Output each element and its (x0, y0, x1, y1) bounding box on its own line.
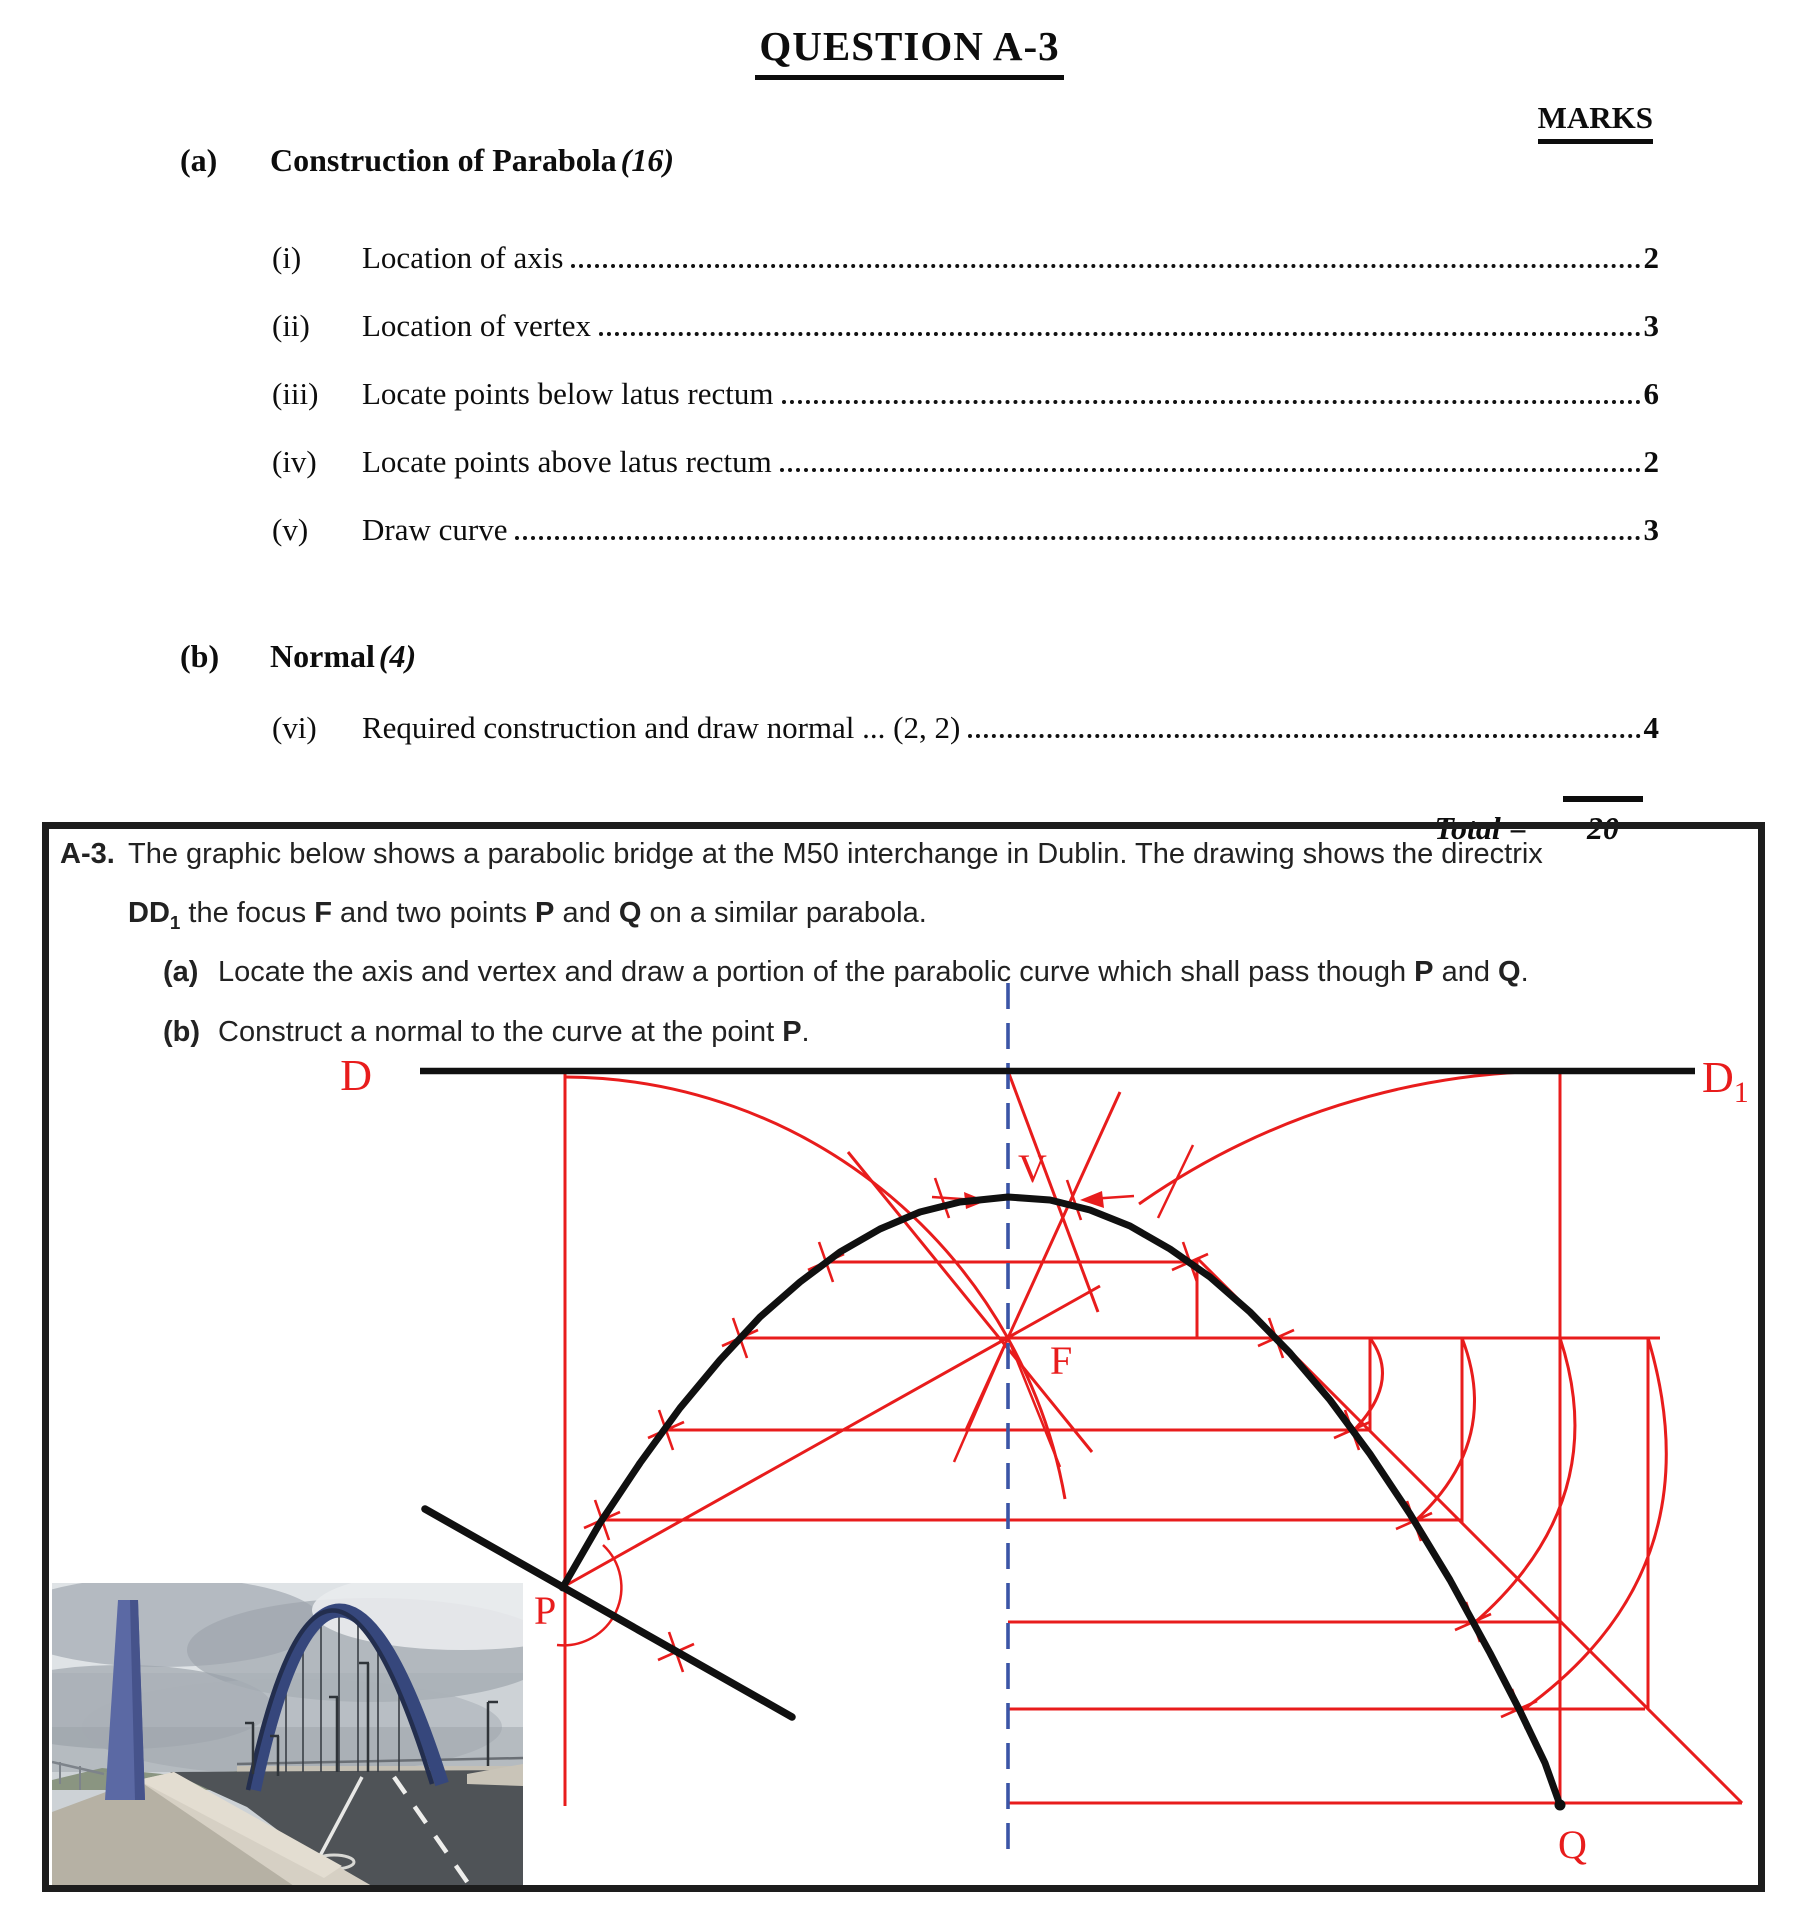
dot-leader (599, 331, 1641, 336)
bridge-photo (42, 1570, 612, 1886)
question-item-b-label: (b) (163, 1016, 201, 1048)
parabola-curve (563, 1197, 1560, 1805)
question-item-b: Construct a normal to the curve at the point P. (218, 1016, 810, 1048)
dot-leader (782, 399, 1641, 404)
red-construction-lines (557, 1071, 1742, 1806)
total-value: 20 (1563, 796, 1643, 847)
point-p (559, 1583, 568, 1592)
total-label: Total = (1434, 810, 1527, 846)
mark-item-vi: (vi) Required construction and draw normal ... (2, 2) 4 (272, 710, 1659, 745)
dot-leader (515, 535, 1640, 540)
line-p-to-f (563, 1286, 1100, 1587)
section-a-heading: Construction of Parabola (16) (270, 142, 674, 178)
dot-leader (780, 467, 1641, 472)
arc-center-q (1139, 1071, 1560, 1204)
section-b-label: (b) (180, 638, 220, 674)
dot-leader (968, 733, 1640, 738)
mark-item-iv: (iv) Locate points above latus rectum 2 (272, 444, 1659, 479)
directrix-label-d: D (340, 1051, 372, 1100)
question-intro-line1: The graphic below shows a parabolic bridge at the M50 interchange in Dublin. The drawing shows the directrix (128, 838, 1543, 870)
directrix-label-d1: $D_1$ (1702, 1053, 1749, 1109)
page-title: QUESTION A-3 (0, 22, 1819, 80)
arc-center-p (565, 1077, 1065, 1499)
mark-item-v: (v) Draw curve 3 (272, 512, 1659, 547)
mark-item-ii: (ii) Location of vertex 3 (272, 308, 1659, 343)
point-p-label: P (534, 1588, 557, 1633)
section-a-label: (a) (180, 142, 218, 178)
question-item-a-label: (a) (163, 956, 199, 988)
dot-leader (571, 263, 1640, 268)
section-b-heading: Normal (4) (270, 638, 417, 674)
marks-heading: MARKS (1538, 100, 1653, 144)
point-q-label: Q (1558, 1822, 1587, 1867)
point-q (1555, 1800, 1566, 1811)
question-number: A-3. (60, 838, 115, 870)
question-intro-line2: $DD_1$ the focus F and two points P and Q on a similar parabola. (128, 897, 927, 933)
mark-item-i: (i) Location of axis 2 (272, 240, 1659, 275)
vertex-label: V (1018, 1146, 1047, 1191)
mark-item-iii: (iii) Locate points below latus rectum 6 (272, 376, 1659, 411)
focus-label: F (1050, 1338, 1073, 1383)
parabola-construction-diagram (42, 822, 1765, 1892)
question-item-a: Locate the axis and vertex and draw a portion of the parabolic curve which shall pass though P and Q. (218, 956, 1529, 988)
